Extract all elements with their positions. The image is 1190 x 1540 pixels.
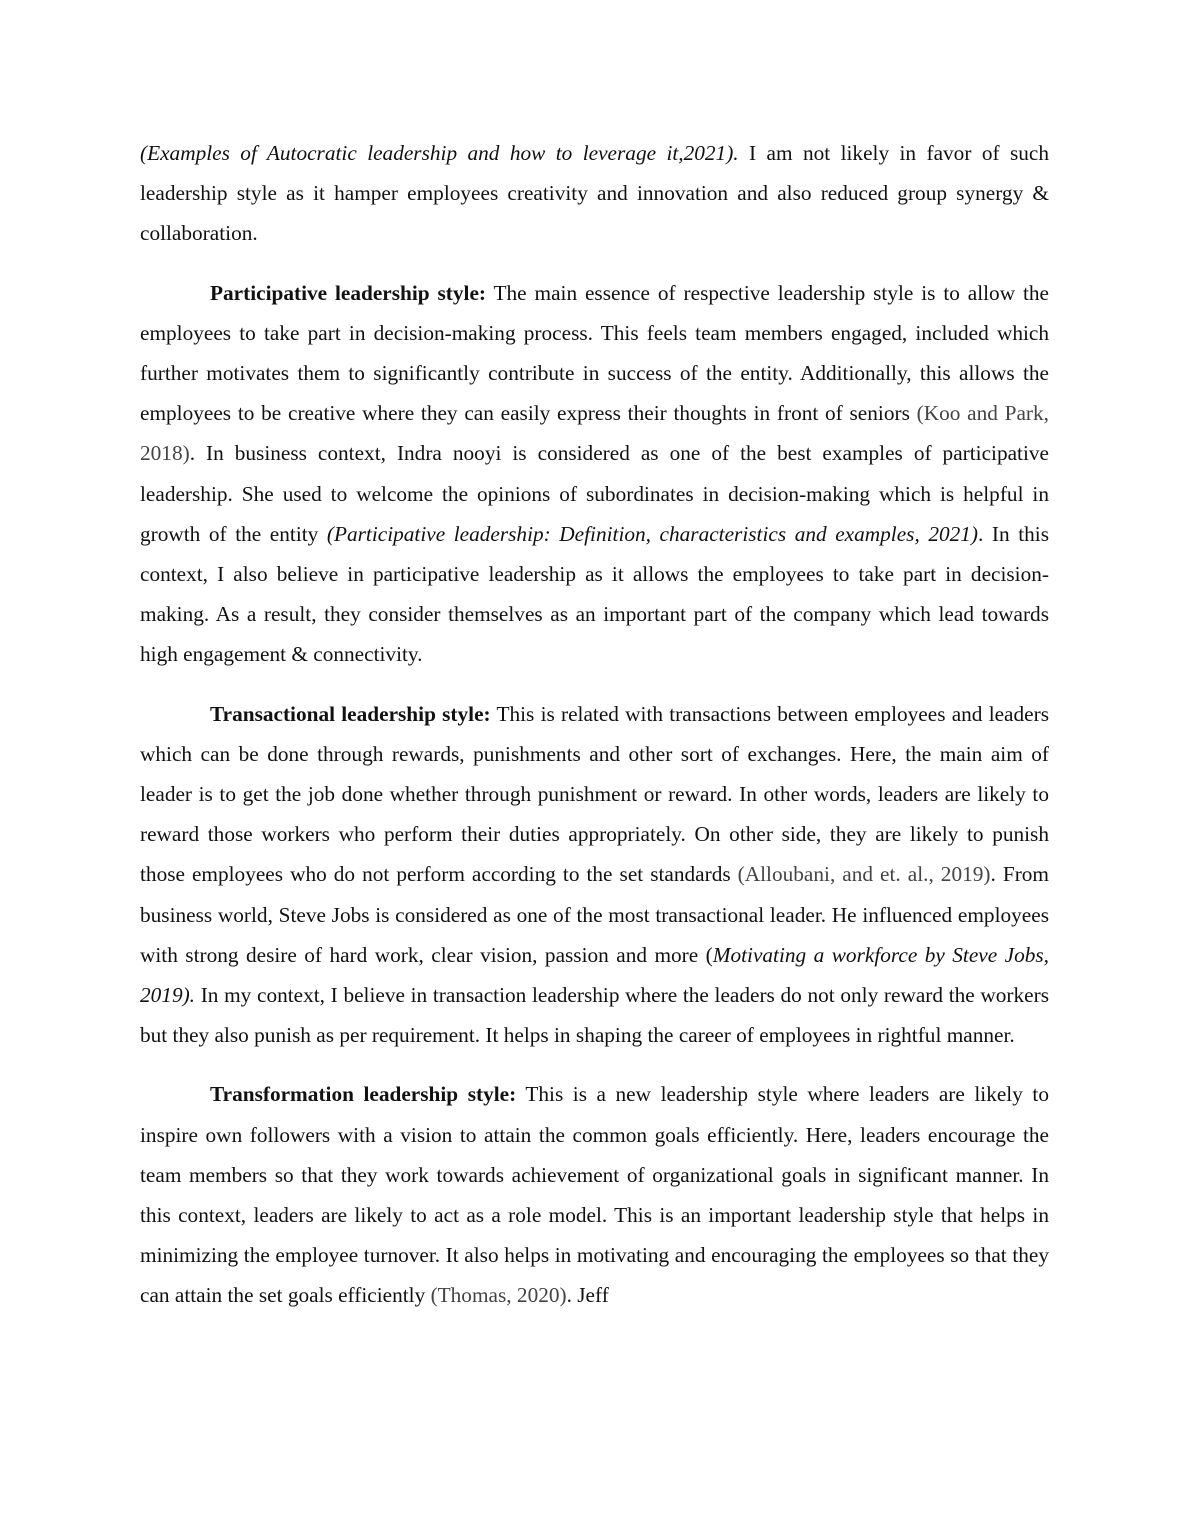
paragraph-participative <box>140 273 1049 675</box>
body-text: . In this context, I also believe in participative leadership as it allows the employees to take part in decision- making. As a result, they consider themselves as an important part of the company which lead towards high engagement & connectivity. <box>140 521 1050 667</box>
body-text: This is related with transactions between employees and leaders which can be done through rewards, punishments and other sort of exchanges. Here, the main aim of leader is to get the job done whether through punishment or reward. In other words, leaders are likely to reward those workers who perform their duties appropriately. On other side, they are likely to punish those employees who do not perform according to the set standards <box>140 701 1049 887</box>
section-heading-transactional: Transactional leadership style: <box>210 701 491 726</box>
document-page <box>140 133 1049 1335</box>
body-text: . Jeff <box>566 1283 609 1308</box>
citation: (Alloubani, and et. al., 2019) <box>737 862 991 887</box>
body-text: In my context, I believe in transaction leadership where the leaders do not only reward the workers but they also punish as per requirement. It helps in shaping the career of employees in rightful manner. <box>140 983 1049 1048</box>
citation-italic: (Examples of Autocratic leadership and how to leverage it,2021). <box>140 141 739 165</box>
body-text: I am not likely in favor of such leadership style as it hamper employees creativity and innovation and also reduced group synergy & collaboration. <box>140 141 1049 246</box>
section-heading-participative: Participative leadership style: <box>210 280 487 305</box>
section-heading-transformation: Transformation leadership style: <box>210 1082 517 1107</box>
citation-italic: (Participative leadership: Definition, characteristics and examples, 2021) <box>326 521 979 546</box>
body-text: . From business world, Steve Jobs is considered as one of the most transactional leader. He influenced employees with strong desire of hard work, clear vision, passion and more ( <box>140 862 1049 967</box>
body-text: . In business context, Indra nooyi is considered as one of the best examples of participative leadership. She used to welcome the opinions of subordinates in decision-making which is helpful in growth of the entity <box>140 441 1049 546</box>
body-text: The main essence of respective leadership style is to allow the employees to take part in decision-making process. This feels team members engaged, included which further motivates them to significantly contribute in success of the entity. Additionally, this allows the employees to be creative where they can easily express their thoughts in front of seniors <box>140 280 1049 426</box>
citation: (Koo and Park, 2018) <box>140 401 1049 466</box>
citation: (Thomas, 2020) <box>430 1283 567 1308</box>
paragraph-autocratic-conclusion <box>140 133 1049 254</box>
paragraph-transactional <box>140 694 1049 1056</box>
paragraph-transformation <box>140 1074 1049 1315</box>
body-text: This is a new leadership style where leaders are likely to inspire own followers with a vision to attain the common goals efficiently. Here, leaders encourage the team members so that they work towards achievement of organizational goals in significant manner. In this context, leaders are likely to act as a role model. This is an important leadership style that helps in minimizing the employee turnover. It also helps in motivating and encouraging the employees so that they can attain the set goals efficiently <box>140 1082 1049 1308</box>
citation-italic: Motivating a workforce by Steve Jobs, 2019). <box>140 942 1049 1008</box>
